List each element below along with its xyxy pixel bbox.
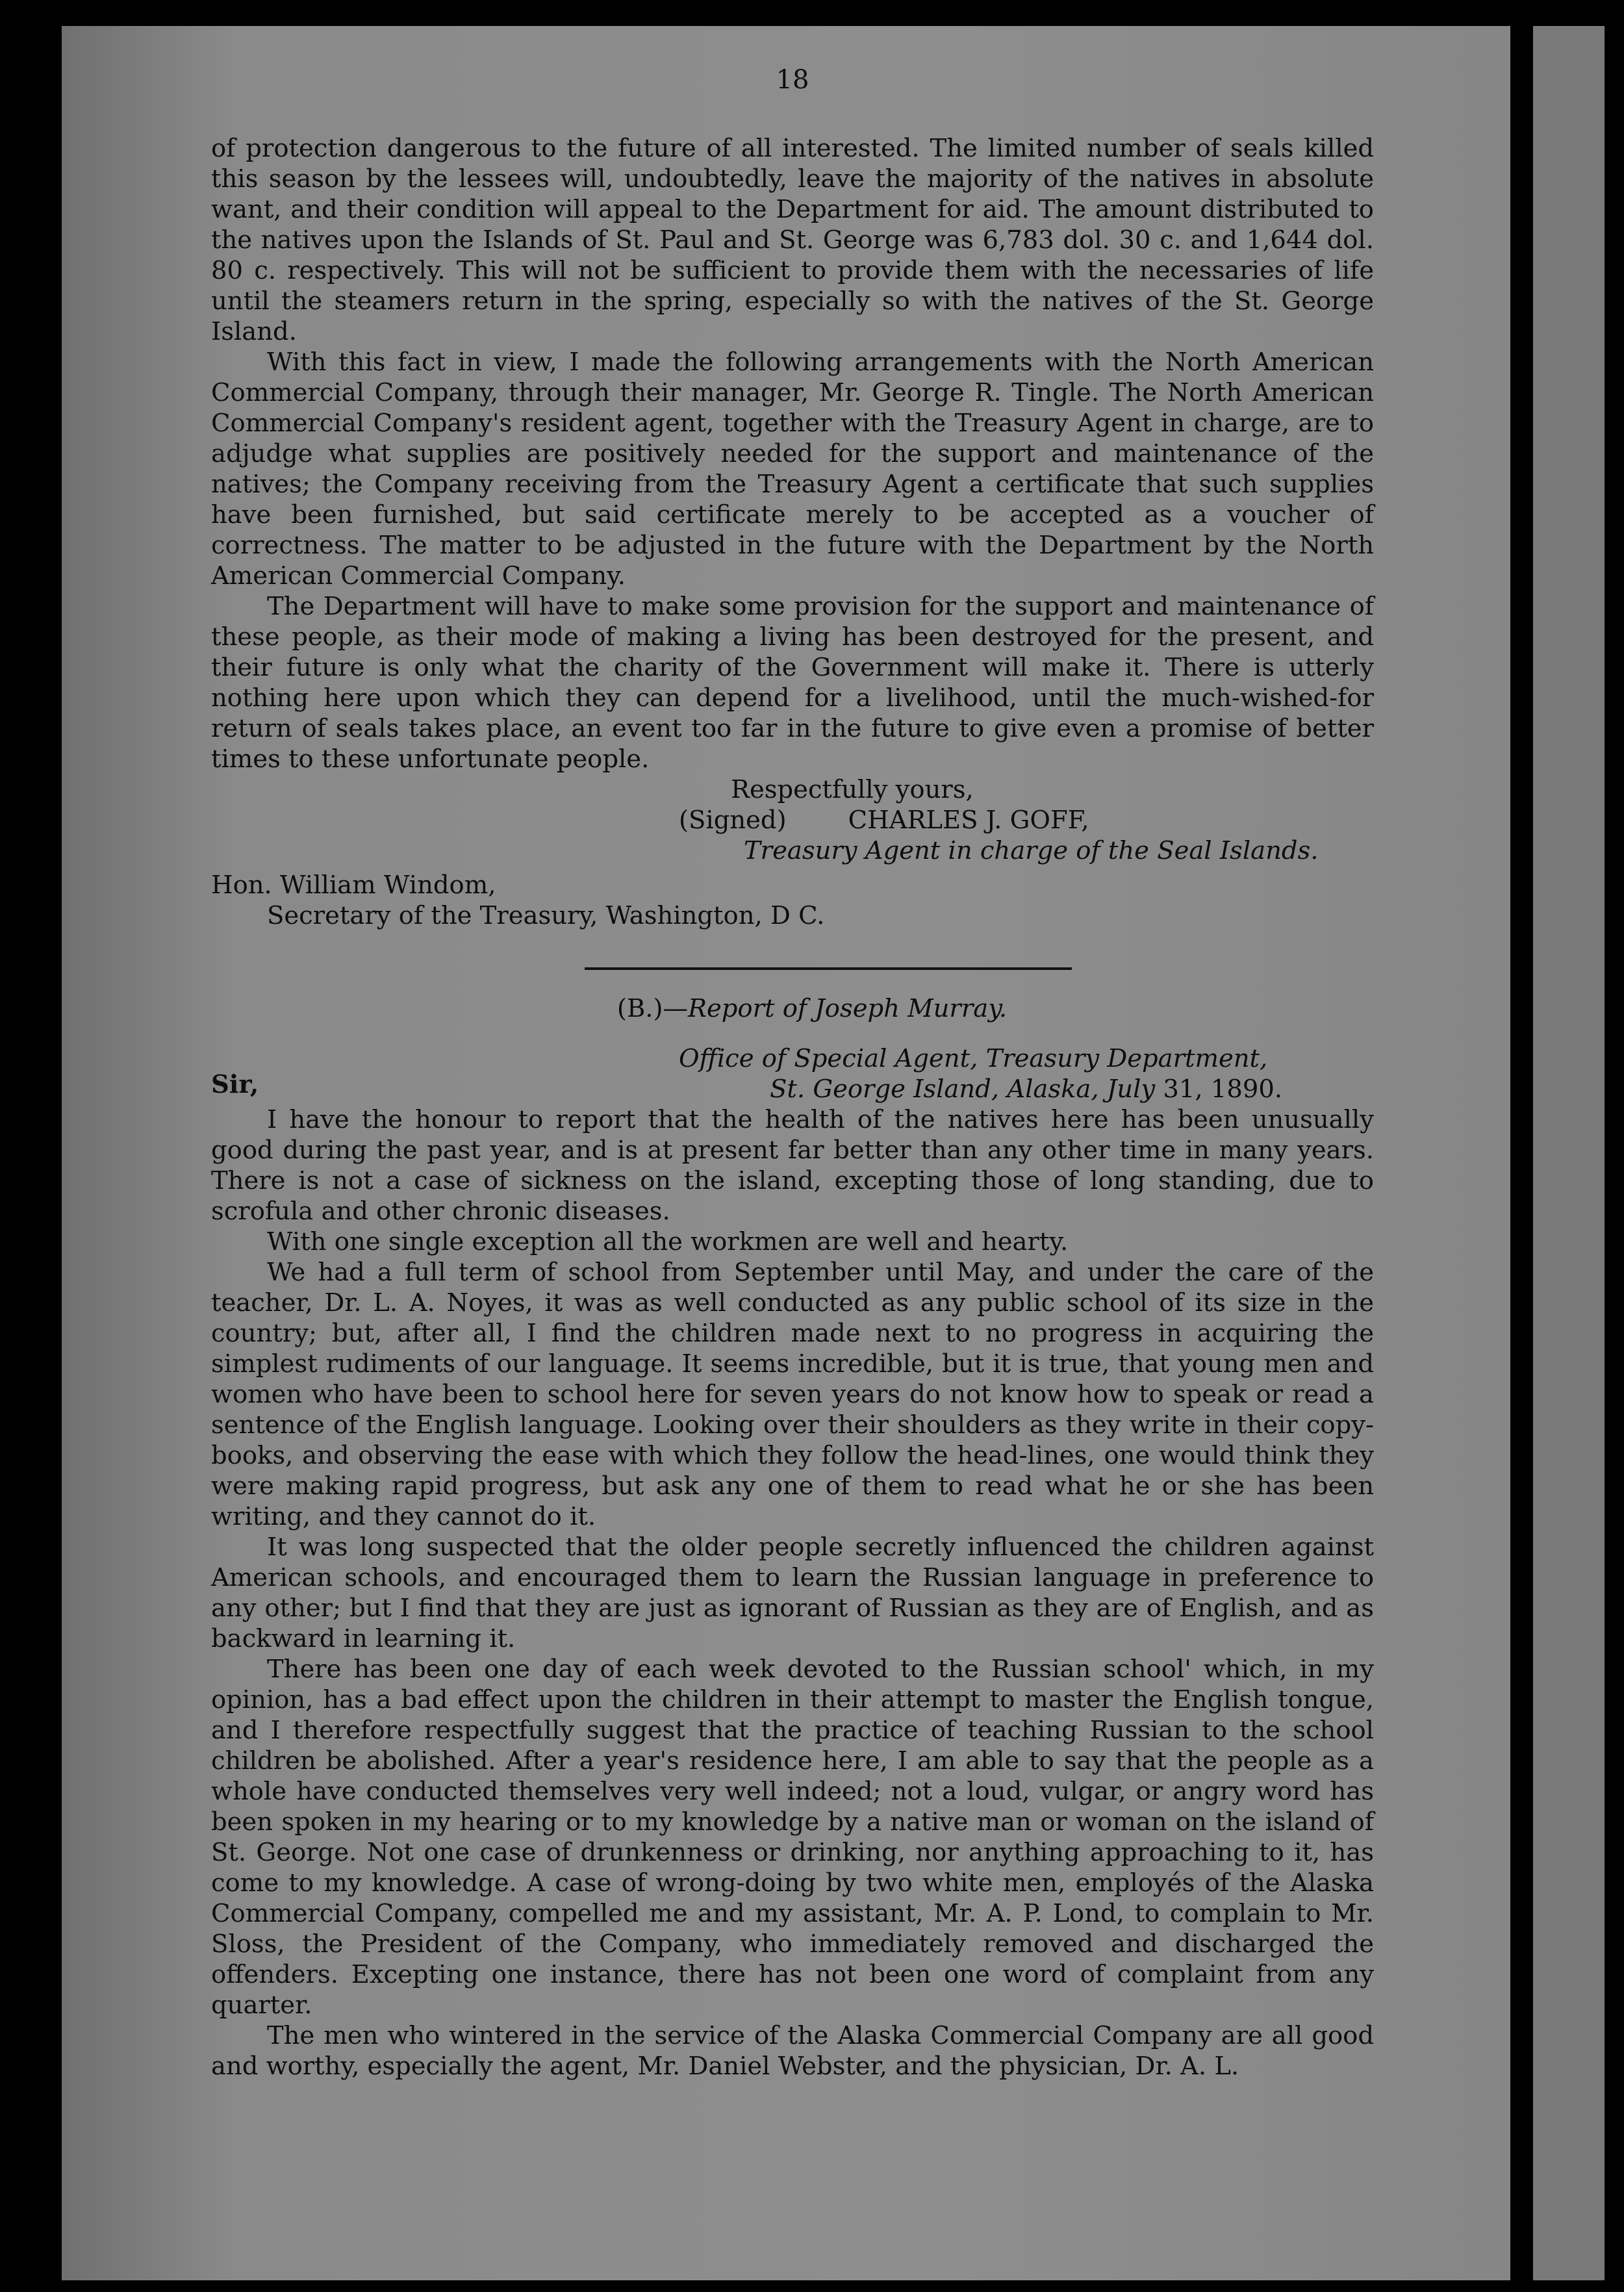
signer-name: CHARLES J. GOFF, xyxy=(848,806,1089,835)
heading-title: Report of Joseph Murray. xyxy=(688,994,1008,1023)
closing-phrase: Respectfully yours, xyxy=(731,775,974,804)
addressee-block xyxy=(211,870,1374,931)
addressee-name: Hon. William Windom, xyxy=(211,871,496,900)
salutation: Sir, xyxy=(211,1070,259,1099)
page-text xyxy=(211,0,1374,2082)
goff-paragraph-1: of protection dangerous to the future of all interested. The limited number of seals killed this season by the lessees will, undoubtedly, leave the majority of the natives in absolute want, and their condition will appeal to the Department for aid. The amount distributed to the natives upon the Islands of St. Paul and St. George was 6,783 dol. 30 c. and 1,644 dol. 80 c. respectively. This will not be sufficient to provide them with the necessaries of life until the steamers return in the spring, especially so with the natives of the St. George Island. xyxy=(211,134,1374,346)
section-divider xyxy=(585,967,1072,970)
signed-label: (Signed) xyxy=(679,806,787,835)
office-line-2 xyxy=(770,1074,1282,1104)
murray-paragraph-5: There has been one day of each week devoted to the Russian school' which, in my opinion, has a bad effect upon the children in their attempt to master the English tongue, and I therefore respectfully suggest that the practice of teaching Russian to the school children be abolished. After a year's residence here, I am able to say that the people as a whole have conducted themselves very well indeed; not a loud, vulgar, or angry word has been spoken in my hearing or to my knowledge by a native man or woman on the island of St. George. Not one case of drunkenness or drinking, nor anything approaching to it, has come to my knowledge. A case of wrong-doing by two white men, employés of the Alaska Commercial Company, compelled me and my assistant, Mr. A. P. Lond, to complain to Mr. Sloss, the President of the Company, who immediately removed and discharged the offenders. Excepting one instance, there has not been one word of complaint from any quarter. xyxy=(211,1655,1374,2020)
murray-paragraph-4: It was long suspected that the older people secretly influenced the children against American schools, and encouraged them to learn the Russian language in preference to any other; but I find that they are just as ignorant of Russian as they are of English, and as backward in learning it. xyxy=(211,1533,1374,1653)
facing-page-edge xyxy=(1533,26,1605,2280)
report-header xyxy=(211,1043,1374,1104)
murray-paragraph-1: I have the honour to report that the health of the natives here has been unusually good during the past year, and is at present far better than any other time in many years. There is not a case of sickness on the island, excepting those of long standing, due to scrofula and other chronic diseases. xyxy=(211,1105,1374,1226)
letter-closing xyxy=(211,774,1374,866)
murray-paragraph-2: With one single exception all the workmen are well and hearty. xyxy=(267,1227,1069,1256)
binding-gap xyxy=(1510,0,1533,2292)
goff-paragraph-3: The Department will have to make some provision for the support and maintenance of these people, as their mode of making a living has been destroyed for the present, and their future is only what the charity of the Government will make it. There is utterly nothing here upon which they can depend for a livelihood, until the much-wished-for return of seals takes place, an event too far in the future to give even a promise of better times to these unfortunate people. xyxy=(211,592,1374,774)
murray-paragraph-3: We had a full term of school from September until May, and under the care of the teacher, Dr. L. A. Noyes, it was as well conducted as any public school of its size in the country; but, after all, I find the children made next to no progress in acquiring the simplest rudiments of our language. It seems incredible, but it is true, that young men and women who have been to school here for seven years do not know how to speak or read a sentence of the English language. Looking over their shoulders as they write in their copy-books, and observing the ease with which they follow the head-lines, one would think they were making rapid progress, but ask any one of them to read what he or she has been writing, and they cannot do it. xyxy=(211,1258,1374,1531)
murray-paragraph-6: The men who wintered in the service of the Alaska Commercial Company are all good and worthy, especially the agent, Mr. Daniel Webster, and the physician, Dr. A. L. xyxy=(211,2021,1374,2081)
heading-label: (B.)— xyxy=(616,994,688,1023)
office-line-1: Office of Special Agent, Treasury Department, xyxy=(679,1044,1268,1073)
goff-paragraph-2: With this fact in view, I made the following arrangements with the North American Commercial Company, through their manager, Mr. George R. Tingle. The North American Commercial Company's resident agent, together with the Treasury Agent in charge, are to adjudge what supplies are positively needed for the support and maintenance of the natives; the Company receiving from the Treasury Agent a certificate that such supplies have been furnished, but said certificate merely to be accepted as a voucher of correctness. The matter to be adjusted in the future with the Department by the North American Commercial Company. xyxy=(211,348,1374,591)
signature-line xyxy=(211,805,1374,835)
addressee-title: Secretary of the Treasury, Washington, D C. xyxy=(267,901,825,930)
section-heading xyxy=(211,993,1374,1024)
signer-title: Treasury Agent in charge of the Seal Islands. xyxy=(744,836,1319,865)
office-location: St. George Island, Alaska, July xyxy=(770,1075,1156,1104)
page-number: 18 xyxy=(776,65,809,95)
office-date: 31, 1890. xyxy=(1163,1075,1283,1104)
